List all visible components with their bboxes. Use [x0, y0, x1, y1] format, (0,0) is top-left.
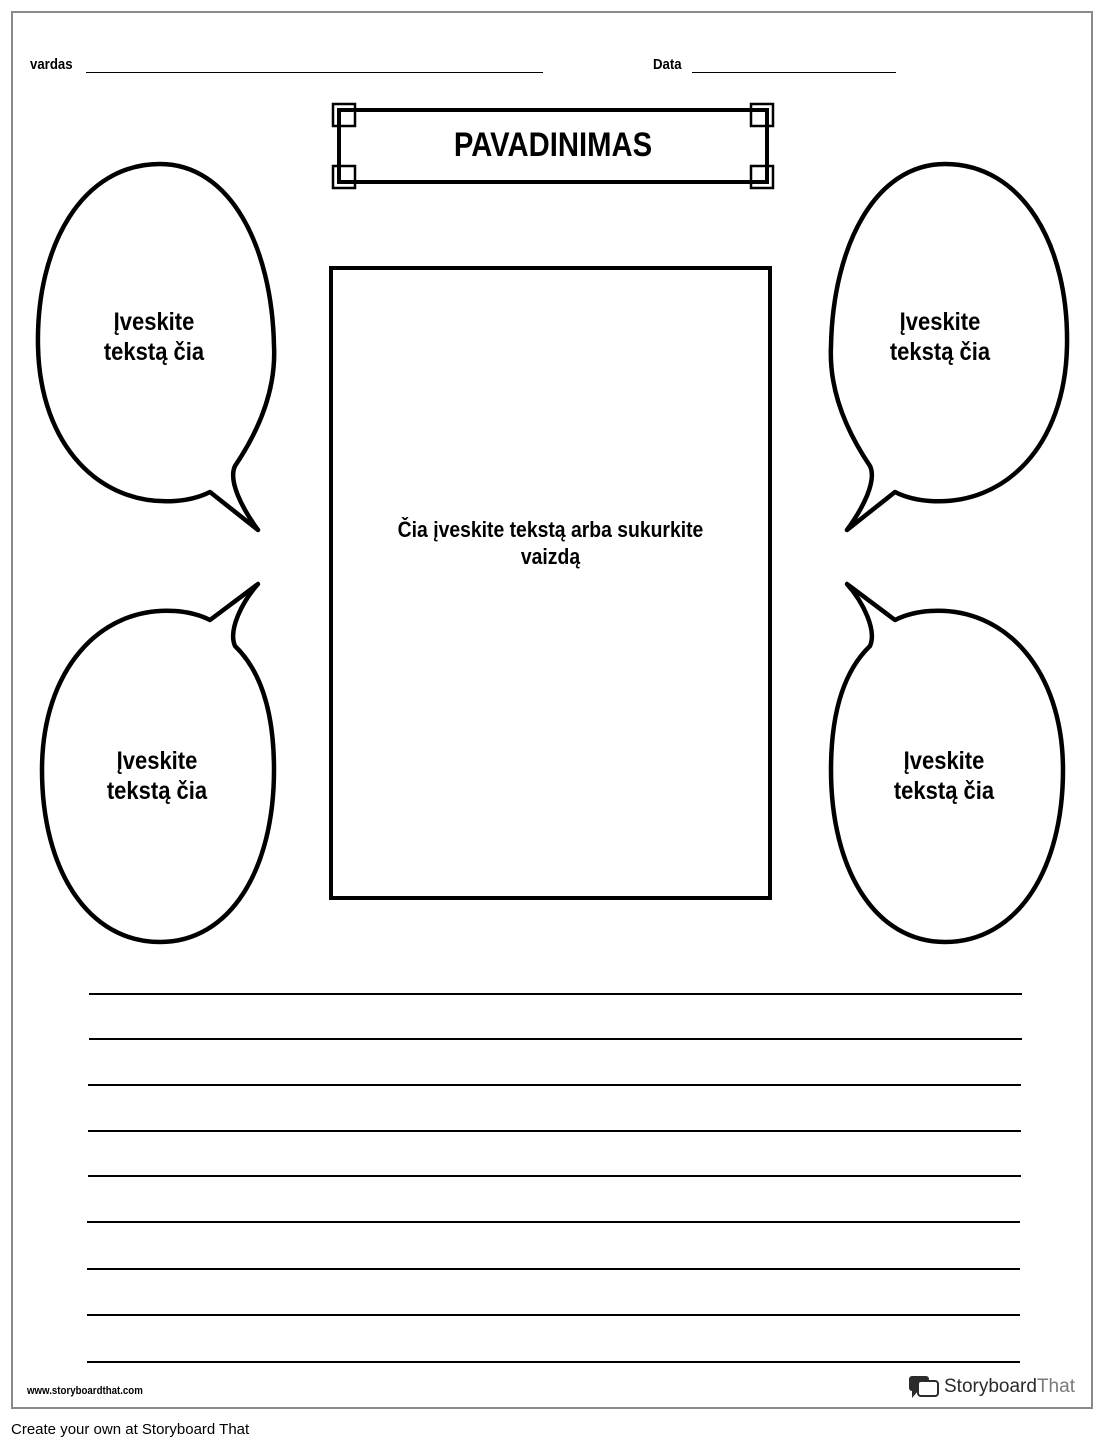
- bubble-text-top-left: Įveskite tekstą čia: [103, 308, 205, 366]
- create-your-own-caption[interactable]: Create your own at Storyboard That: [11, 1421, 250, 1438]
- writing-line[interactable]: [89, 993, 1022, 995]
- center-box-text: Čia įveskite tekstą arba sukurkite vaizdą: [397, 517, 704, 569]
- writing-line[interactable]: [88, 1130, 1021, 1132]
- writing-line[interactable]: [87, 1268, 1020, 1270]
- writing-line[interactable]: [89, 1038, 1022, 1040]
- writing-line[interactable]: [88, 1084, 1021, 1086]
- name-label: vardas: [30, 56, 73, 73]
- footer-url[interactable]: www.storyboardthat.com: [27, 1385, 143, 1397]
- center-image-box[interactable]: [329, 266, 772, 900]
- writing-line[interactable]: [87, 1361, 1020, 1363]
- writing-line[interactable]: [87, 1221, 1020, 1223]
- writing-line[interactable]: [88, 1175, 1021, 1177]
- date-line[interactable]: [692, 72, 896, 73]
- title-frame[interactable]: [330, 102, 776, 190]
- logo-wordmark: StoryboardThat: [944, 1376, 1075, 1397]
- bubble-text-bottom-right: Įveskite tekstą čia: [893, 747, 995, 805]
- storyboardthat-logo[interactable]: [908, 1373, 1075, 1401]
- name-line[interactable]: [86, 72, 543, 73]
- storyboard-logo-icon: [908, 1374, 940, 1400]
- writing-line[interactable]: [87, 1314, 1020, 1316]
- bubble-text-top-right: Įveskite tekstą čia: [889, 308, 991, 366]
- page-title: PAVADINIMAS: [453, 126, 653, 164]
- date-label: Data: [653, 56, 682, 73]
- bubble-text-bottom-left: Įveskite tekstą čia: [106, 747, 208, 805]
